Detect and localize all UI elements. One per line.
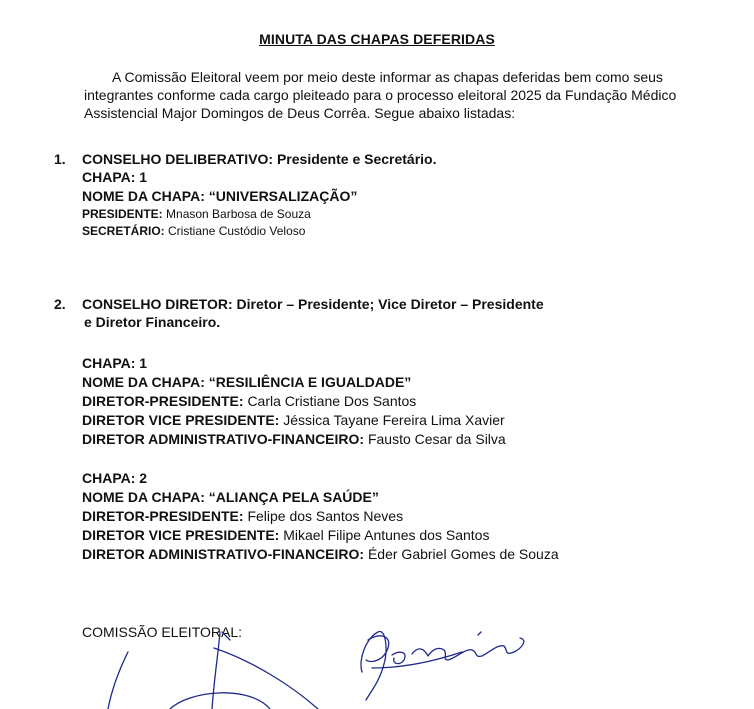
chapa-label: CHAPA: 1 xyxy=(82,169,148,185)
signature-stroke-6 xyxy=(361,632,386,700)
member-row xyxy=(82,430,506,449)
member-name: Mnason Barbosa de Souza xyxy=(166,207,311,221)
document-title: MINUTA DAS CHAPAS DEFERIDAS xyxy=(259,31,495,47)
member-row xyxy=(82,223,357,240)
section-2-title-cont: e Diretor Financeiro. xyxy=(84,314,221,330)
chapa-name-value: “UNIVERSALIZAÇÃO” xyxy=(208,188,358,204)
member-row xyxy=(82,545,559,564)
member-row xyxy=(82,526,559,545)
chapa-name-label: NOME DA CHAPA: xyxy=(82,489,205,505)
signature-stroke-8 xyxy=(372,652,462,668)
signature-stroke-2 xyxy=(212,632,220,709)
section-1-heading xyxy=(54,150,437,168)
member-name: Felipe dos Santos Neves xyxy=(247,508,404,524)
member-name: Mikael Filipe Antunes dos Santos xyxy=(283,527,490,543)
member-name: Fausto Cesar da Silva xyxy=(367,431,506,447)
member-role: DIRETOR VICE PRESIDENTE: xyxy=(82,527,280,543)
section-2-chapa-1 xyxy=(82,354,506,449)
member-row xyxy=(82,411,506,430)
chapa-label: CHAPA: 1 xyxy=(82,355,148,371)
intro-paragraph xyxy=(84,68,684,122)
signature-stroke-9 xyxy=(392,652,405,663)
member-row xyxy=(82,507,559,526)
chapa-name-value: “RESILIÊNCIA E IGUALDADE” xyxy=(208,374,412,390)
section-1-title: CONSELHO DELIBERATIVO: Presidente e Secretário. xyxy=(82,151,437,167)
signature-stroke-7 xyxy=(366,636,389,662)
member-name: Cristiane Custódio Veloso xyxy=(168,224,306,238)
member-role: PRESIDENTE: xyxy=(82,207,163,221)
member-role: DIRETOR-PRESIDENTE: xyxy=(82,508,244,524)
section-2-title: CONSELHO DIRETOR: Diretor – Presidente; Vice Diretor – Presidente xyxy=(82,296,544,312)
signature-stroke-3 xyxy=(214,648,318,709)
member-name: Jéssica Tayane Fereira Lima Xavier xyxy=(283,412,505,428)
chapa-label: CHAPA: 2 xyxy=(82,470,148,486)
chapa-name-row xyxy=(82,373,506,392)
member-role: DIRETOR ADMINISTRATIVO-FINANCEIRO: xyxy=(82,546,365,562)
chapa-name-label: NOME DA CHAPA: xyxy=(82,374,205,390)
section-1-number: 1. xyxy=(54,151,66,167)
signature-stroke-1 xyxy=(108,652,128,709)
member-name: Carla Cristiane Dos Santos xyxy=(247,393,417,409)
signature-stroke-10 xyxy=(412,638,524,660)
member-role: SECRETÁRIO: xyxy=(82,224,165,238)
chapa-name-row xyxy=(82,187,357,206)
member-role: DIRETOR ADMINISTRATIVO-FINANCEIRO: xyxy=(82,431,365,447)
member-row xyxy=(82,392,506,411)
section-2-chapa-2 xyxy=(82,469,559,564)
section-1-chapa-1 xyxy=(82,168,357,240)
signature-stroke-11 xyxy=(478,632,481,635)
commission-label: COMISSÃO ELEITORAL: xyxy=(82,624,243,640)
member-row xyxy=(82,206,357,223)
member-role: DIRETOR VICE PRESIDENTE: xyxy=(82,412,280,428)
chapa-name-label: NOME DA CHAPA: xyxy=(82,188,205,204)
section-2-heading xyxy=(54,295,544,331)
member-role: DIRETOR-PRESIDENTE: xyxy=(82,393,244,409)
section-2-number: 2. xyxy=(54,296,66,312)
intro-text: A Comissão Eleitoral veem por meio deste informar as chapas deferidas bem como seus integrantes conforme cada cargo pleiteado para o processo eleitoral 2025 da Fundação Médico Assistencial Major Domingos de Deus Corrêa. Segue abaixo listadas: xyxy=(84,69,677,121)
chapa-name-value: “ALIANÇA PELA SAÚDE” xyxy=(208,489,379,505)
chapa-name-row xyxy=(82,488,559,507)
member-name: Éder Gabriel Gomes de Souza xyxy=(367,546,559,562)
signature-stroke-4 xyxy=(170,693,270,709)
